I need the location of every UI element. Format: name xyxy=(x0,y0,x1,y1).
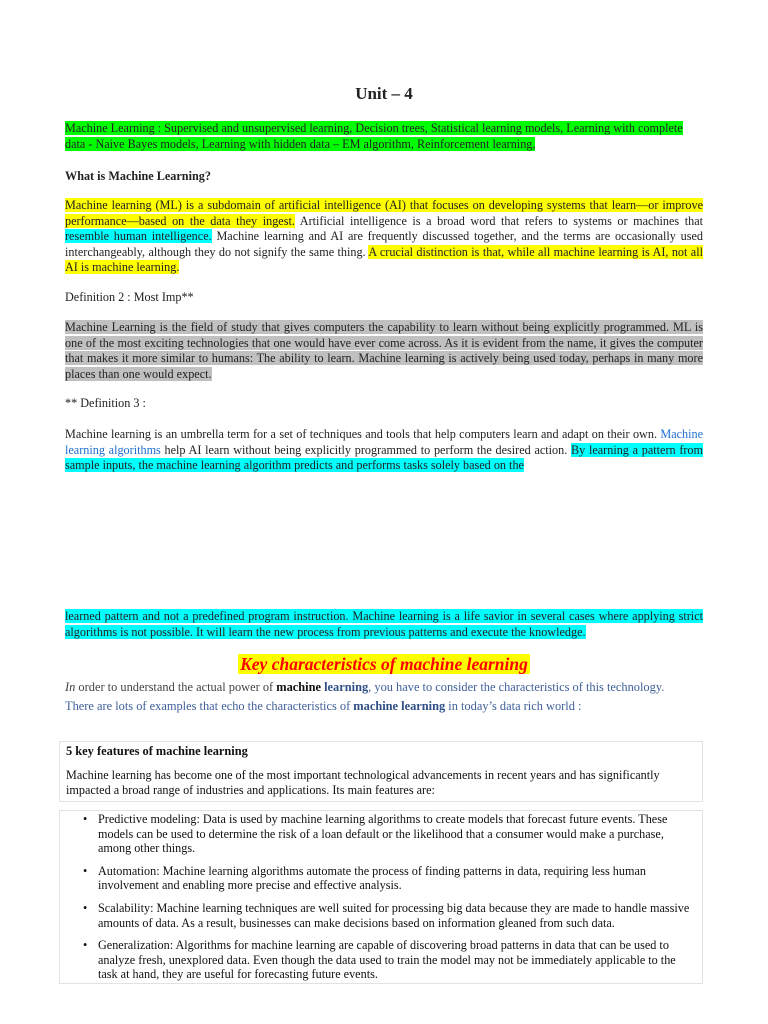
definition-3-text: Machine learning is an umbrella term for a set of techniques and tools that help computers learn and adapt on their own. xyxy=(65,427,661,441)
machine-keyword: machine xyxy=(276,680,322,694)
definition-3-continuation xyxy=(65,609,703,640)
definition-3-paragraph xyxy=(65,427,703,474)
ml-algorithms-link[interactable]: Machine learning algorithms xyxy=(65,427,703,457)
human-intelligence-highlight: resemble human intelligence. xyxy=(65,229,212,243)
features-intro-box xyxy=(59,741,703,802)
feature-text: Predictive modeling: Data is used by machine learning algorithms to create models that forecast future events. These models can be used to determine the risk of a loan default or the likelihood that a consumer would make a purchase, among other things. xyxy=(98,812,668,856)
feature-text: Generalization: Algorithms for machine learning are capable of discovering broad patterns in data that can be used to analyze fresh, unexplored data. Even though the data used to train the model may not be immediately applicable to the task at hand, they are useful for forecasting future events. xyxy=(98,938,676,982)
bullet-icon: • xyxy=(83,938,88,953)
page-title: Unit – 4 xyxy=(355,84,413,103)
in-word: In xyxy=(65,680,76,694)
definition-3-text-2: help AI learn without being explicitly programmed to perform the desired action. xyxy=(160,442,572,457)
bullet-icon: • xyxy=(83,863,88,878)
features-list-box xyxy=(59,810,703,984)
features-intro-text: Machine learning has become one of the most important technological advancements in recent years and has significantly impacted a broad range of industries and applications. Its main features are: xyxy=(66,768,660,797)
feature-text: Automation: Machine learning algorithms automate the process of finding patterns in data, requiring less human involvement and enabling more precise and effective analysis. xyxy=(98,863,646,893)
bullet-icon: • xyxy=(83,900,88,915)
definition-1-paragraph xyxy=(65,198,703,276)
machine-learning-keyword: machine learning xyxy=(353,699,446,713)
characteristics-line-2-text-2: in today’s data rich world : xyxy=(445,699,582,713)
characteristics-line-1 xyxy=(65,680,725,695)
characteristics-line-2-text: There are lots of examples that echo the characteristics of xyxy=(65,699,354,713)
what-is-heading: What is Machine Learning? xyxy=(65,169,211,183)
list-item xyxy=(83,938,698,982)
definition-1-highlight: Machine learning (ML) is a subdomain of artificial intelligence (AI) that focuses on developing systems that learn—or improve performance—based on the data they ingest. xyxy=(65,198,703,228)
features-heading: 5 key features of machine learning xyxy=(66,744,248,758)
characteristics-line-2 xyxy=(65,699,725,714)
definition-1-text-2: Machine learning and AI are frequently discussed together, and the terms are occasionally used interchangeably, although they do not signify the same thing. xyxy=(65,229,703,259)
features-list xyxy=(83,812,698,990)
feature-text: Scalability: Machine learning techniques are well suited for processing big data because they are made to handle massive amounts of data. As a result, businesses can make decisions based on information gleaned from such data. xyxy=(98,900,690,930)
list-item xyxy=(83,863,698,893)
definition-2-paragraph xyxy=(65,320,703,382)
key-characteristics-heading-text: Key characteristics of machine learning xyxy=(240,654,528,674)
learning-keyword: learning xyxy=(321,680,369,694)
definition-2-label: Definition 2 : Most Imp** xyxy=(65,290,194,304)
characteristics-text: order to understand the actual power of xyxy=(75,680,277,694)
bullet-icon: • xyxy=(83,812,88,826)
definition-3-continuation-highlight: learned pattern and not a predefined program instruction. Machine learning is a life savior in several cases where applying strict algorithms is not possible. It will learn the new process from previous patterns and execute the knowledge. xyxy=(65,609,703,639)
definition-2-highlight: Machine Learning is the field of study that gives computers the capability to learn without being explicitly programmed. ML is one of the most exciting technologies that one would have ever come across. As it is evident from the name, it gives the computer that makes it more similar to humans: The ability to learn. Machine learning is actively being used today, perhaps in many more places than one would expect. xyxy=(65,320,703,381)
key-characteristics-heading xyxy=(0,654,768,675)
definition-3-highlight: By learning a pattern from sample inputs, the machine learning algorithm predicts and performs tasks solely based on the xyxy=(65,442,704,472)
list-item xyxy=(83,812,698,856)
definition-1-text: Artificial intelligence is a broad word that refers to systems or machines that xyxy=(294,213,703,228)
list-item xyxy=(83,900,698,930)
syllabus-paragraph xyxy=(65,121,703,152)
definition-3-label: ** Definition 3 : xyxy=(65,396,146,410)
characteristics-text-2: , you have to consider the characteristics of this technology. xyxy=(368,680,665,694)
distinction-highlight: A crucial distinction is that, while all machine learning is AI, not all AI is machine learning. xyxy=(65,244,703,274)
syllabus-text: Machine Learning : Supervised and unsupervised learning, Decision trees, Statistical learning models, Learning with complete data - Naive Bayes models, Learning with hidden data – EM algorithm, Reinforcement learning, xyxy=(65,121,683,151)
